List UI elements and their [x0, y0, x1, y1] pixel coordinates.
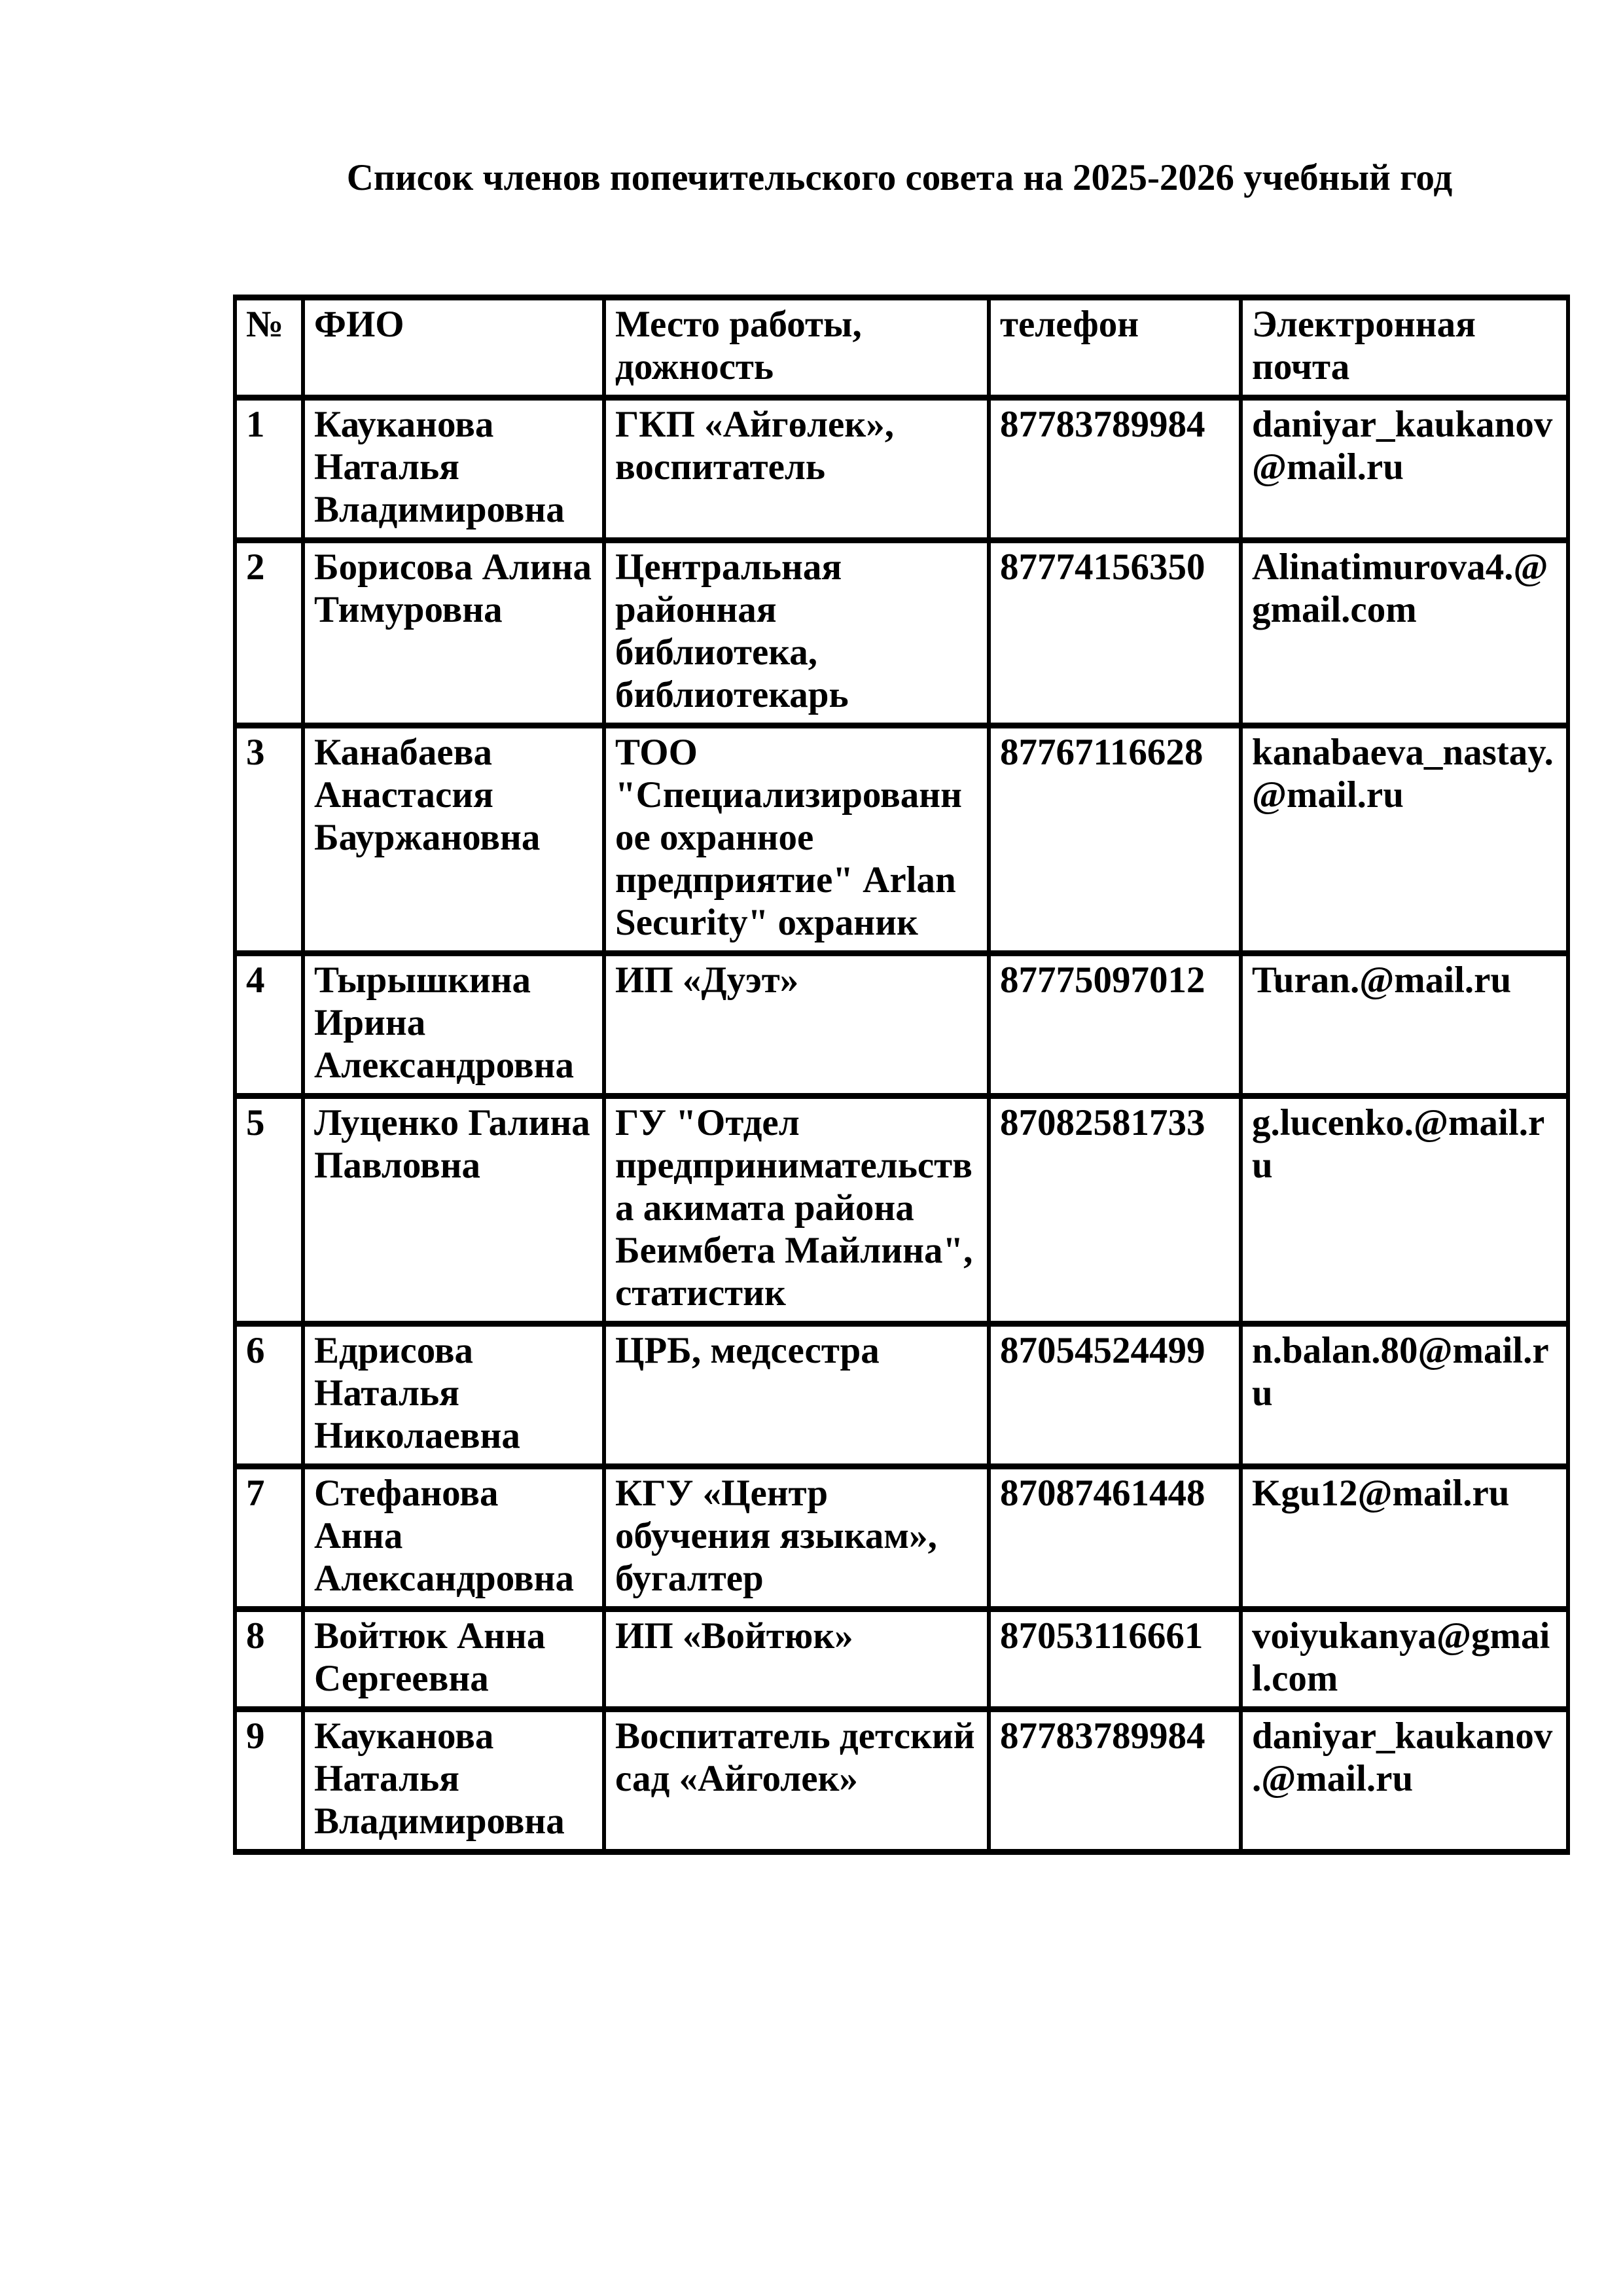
- table-row: [235, 1609, 1568, 1710]
- cell-phone: 87783789984: [989, 398, 1241, 541]
- cell-fio: Борисова Алина Тимуровна: [303, 541, 604, 726]
- cell-email: Kgu12@mail.ru: [1241, 1467, 1568, 1609]
- table-row: [235, 726, 1568, 954]
- cell-phone: 87775097012: [989, 954, 1241, 1096]
- table-row: [235, 954, 1568, 1096]
- cell-fio: Войтюк Анна Сергеевна: [303, 1609, 604, 1710]
- header-email: Электронная почта: [1241, 298, 1568, 398]
- cell-number: 8: [235, 1609, 303, 1710]
- cell-workplace: КГУ «Центр обучения языкам», бугалтер: [604, 1467, 989, 1609]
- cell-email: daniyar_kaukanov@mail.ru: [1241, 398, 1568, 541]
- table-row: [235, 1096, 1568, 1324]
- cell-email: Turan.@mail.ru: [1241, 954, 1568, 1096]
- cell-workplace: ГУ "Отдел предпринимательства акимата района Беимбета Майлина", статистик: [604, 1096, 989, 1324]
- cell-fio: Стефанова Анна Александровна: [303, 1467, 604, 1609]
- header-phone: телефон: [989, 298, 1241, 398]
- cell-phone: 87087461448: [989, 1467, 1241, 1609]
- cell-number: 7: [235, 1467, 303, 1609]
- cell-workplace: Воспитатель детский сад «Айголек»: [604, 1710, 989, 1852]
- table-row: [235, 541, 1568, 726]
- cell-workplace: ИП «Войтюк»: [604, 1609, 989, 1710]
- cell-email: daniyar_kaukanov.@mail.ru: [1241, 1710, 1568, 1852]
- cell-email: voiyukanya@gmail.com: [1241, 1609, 1568, 1710]
- cell-workplace: ТОО "Специализированное охранное предприятие" Arlan Security" охраник: [604, 726, 989, 954]
- table-row: [235, 1710, 1568, 1852]
- cell-workplace: Центральная районная библиотека, библиотекарь: [604, 541, 989, 726]
- cell-phone: 87054524499: [989, 1324, 1241, 1467]
- cell-email: Alinatimurova4.@gmail.com: [1241, 541, 1568, 726]
- table-body: [235, 398, 1568, 1852]
- cell-phone: 87053116661: [989, 1609, 1241, 1710]
- cell-number: 9: [235, 1710, 303, 1852]
- table-row: [235, 1467, 1568, 1609]
- cell-email: g.lucenko.@mail.ru: [1241, 1096, 1568, 1324]
- table-row: [235, 398, 1568, 541]
- cell-fio: Канабаева Анастасия Бауржановна: [303, 726, 604, 954]
- table-header-row: [235, 298, 1568, 398]
- cell-number: 5: [235, 1096, 303, 1324]
- cell-phone: 87082581733: [989, 1096, 1241, 1324]
- cell-phone: 87783789984: [989, 1710, 1241, 1852]
- header-number: №: [235, 298, 303, 398]
- cell-workplace: ГКП «Айгөлек», воспитатель: [604, 398, 989, 541]
- cell-fio: Кауканова Наталья Владимировна: [303, 1710, 604, 1852]
- trustees-table: [233, 295, 1570, 1855]
- document-title: Список членов попечительского совета на 2025-2026 учебный год: [346, 157, 1453, 198]
- cell-fio: Луценко Галина Павловна: [303, 1096, 604, 1324]
- cell-number: 4: [235, 954, 303, 1096]
- cell-workplace: ИП «Дуэт»: [604, 954, 989, 1096]
- header-fio: ФИО: [303, 298, 604, 398]
- cell-email: n.balan.80@mail.ru: [1241, 1324, 1568, 1467]
- table-row: [235, 1324, 1568, 1467]
- cell-fio: Едрисова Наталья Николаевна: [303, 1324, 604, 1467]
- cell-fio: Тырышкина Ирина Александровна: [303, 954, 604, 1096]
- cell-email: kanabaeva_nastay.@mail.ru: [1241, 726, 1568, 954]
- cell-number: 1: [235, 398, 303, 541]
- cell-workplace: ЦРБ, медсестра: [604, 1324, 989, 1467]
- cell-phone: 87767116628: [989, 726, 1241, 954]
- header-workplace: Место работы, дожность: [604, 298, 989, 398]
- cell-phone: 87774156350: [989, 541, 1241, 726]
- cell-number: 2: [235, 541, 303, 726]
- cell-number: 6: [235, 1324, 303, 1467]
- cell-fio: Кауканова Наталья Владимировна: [303, 398, 604, 541]
- cell-number: 3: [235, 726, 303, 954]
